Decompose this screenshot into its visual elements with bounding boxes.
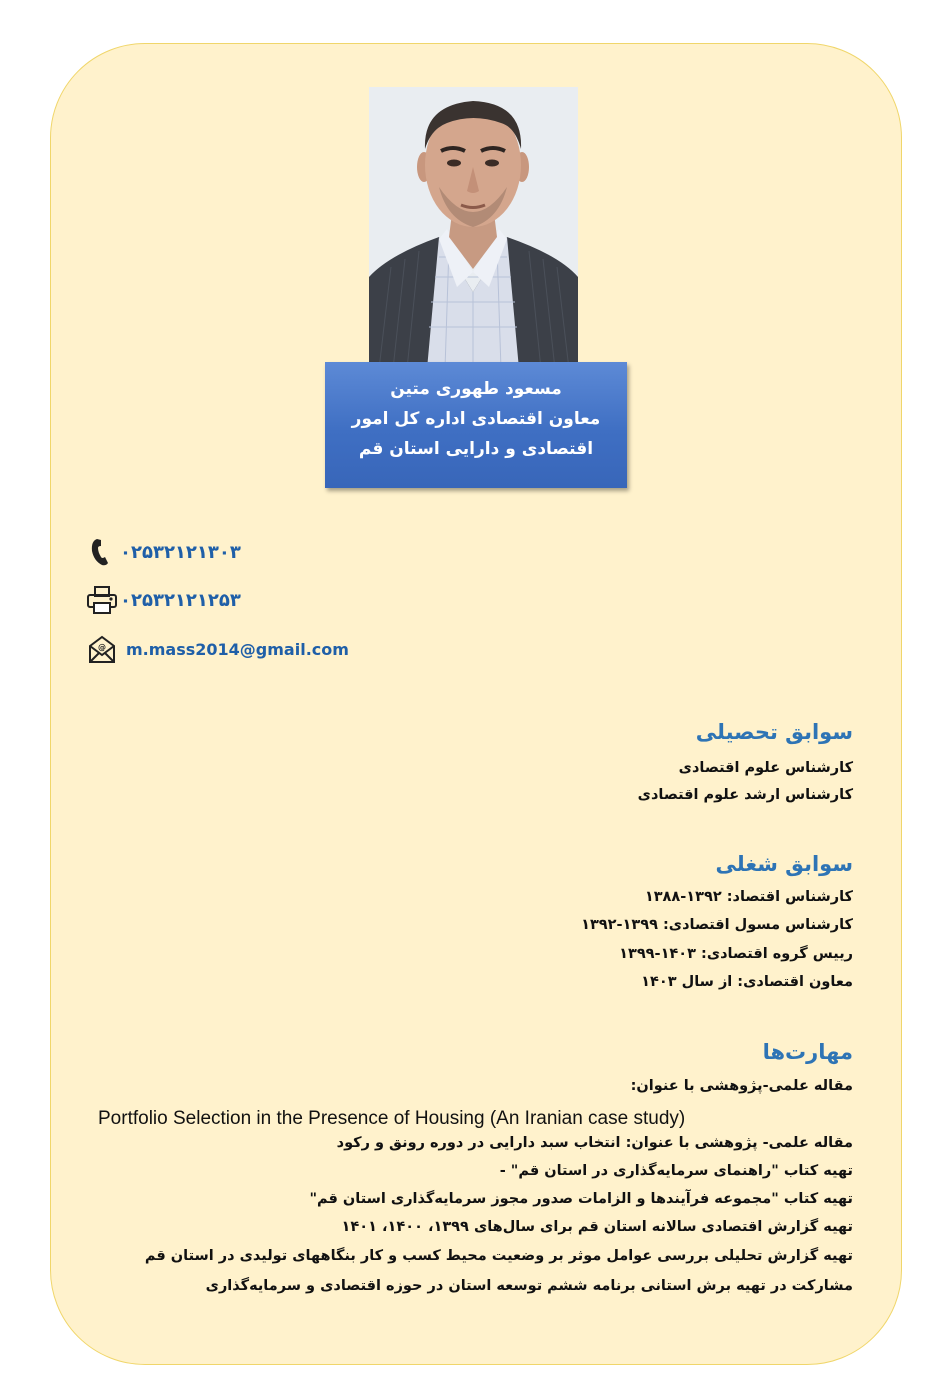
- phone-icon: [84, 535, 120, 569]
- skills-heading: مهارت‌ها: [762, 1040, 853, 1064]
- skills-article-title-en: Portfolio Selection in the Presence of Housing (An Iranian case study): [98, 1108, 686, 1129]
- contact-fax-row: [84, 583, 241, 617]
- education-item: کارشناس علوم اقتصادی: [678, 760, 853, 776]
- phone-number: ۰۲۵۳۲۱۲۱۳۰۳: [120, 541, 241, 563]
- career-heading: سوابق شغلی: [715, 852, 853, 876]
- fax-icon: [84, 583, 120, 617]
- skills-item: تهیه کتاب "راهنمای سرمایه‌گذاری در استان قم" -: [499, 1163, 853, 1179]
- skills-item: تهیه گزارش تحلیلی بررسی عوامل موثر بر وضعیت محیط کسب و کار بنگاههای تولیدی در استان قم: [144, 1248, 853, 1264]
- email-icon: [84, 632, 120, 666]
- contact-phone-row: [84, 535, 241, 569]
- career-item: کارشناس مسول اقتصادی: ۱۳۹۹-۱۳۹۲: [581, 917, 853, 933]
- skills-item: مقاله علمی- پژوهشی با عنوان: انتخاب سبد دارایی در دوره رونق و رکود: [336, 1135, 853, 1151]
- skills-item: تهیه کتاب "مجموعه فرآیندها و الزامات صدور مجوز سرمایه‌گذاری استان قم": [309, 1191, 853, 1207]
- name-title-box: [325, 362, 627, 488]
- email-address[interactable]: m.mass2014@gmail.com: [126, 639, 349, 659]
- person-name: مسعود طهوری متین: [390, 379, 562, 399]
- contact-email-row: [84, 632, 349, 666]
- career-item: کارشناس اقتصاد: ۱۳۹۲-۱۳۸۸: [644, 889, 853, 905]
- skills-item: تهیه گزارش اقتصادی سالانه استان قم برای سال‌های ۱۳۹۹، ۱۴۰۰، ۱۴۰۱: [341, 1219, 853, 1235]
- career-item: رییس گروه اقتصادی: ۱۴۰۳-۱۳۹۹: [619, 946, 853, 962]
- skills-article-label: مقاله علمی-پژوهشی با عنوان:: [630, 1078, 853, 1094]
- education-heading: سوابق تحصیلی: [695, 720, 853, 744]
- profile-photo: [369, 87, 578, 369]
- svg-text:@: @: [98, 643, 106, 652]
- career-item: معاون اقتصادی: از سال ۱۴۰۳: [641, 974, 853, 990]
- education-item: کارشناس ارشد علوم اقتصادی: [637, 787, 853, 803]
- fax-number: ۰۲۵۳۲۱۲۱۲۵۳: [120, 589, 241, 611]
- skills-item: مشارکت در تهیه برش استانی برنامه ششم توسعه استان در حوزه اقتصادی و سرمایه‌گذاری: [205, 1278, 853, 1294]
- person-title-line2: اقتصادی و دارایی استان قم: [358, 439, 594, 459]
- person-title-line1: معاون اقتصادی اداره کل امور: [351, 409, 601, 429]
